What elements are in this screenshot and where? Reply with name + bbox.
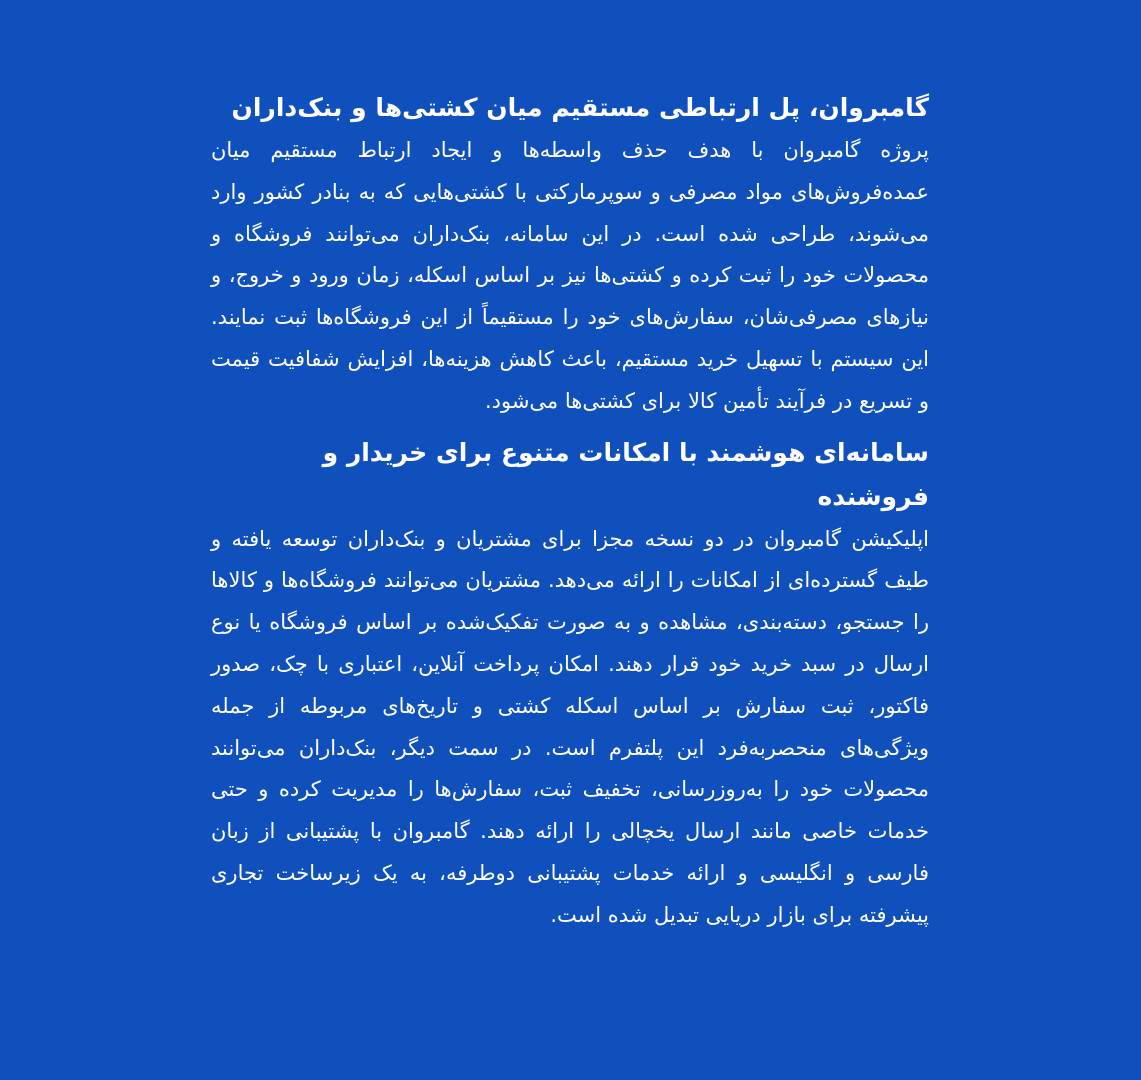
section-title: سامانه‌ای هوشمند با امکانات متنوع برای خریدار و فروشنده	[322, 437, 929, 511]
section-intro	[211, 86, 929, 423]
section-features	[211, 431, 929, 937]
section-paragraph: اپلیکیشن گامبروان در دو نسخه مجزا برای مشتریان و بنک‌داران توسعه یافته و طیف گسترده‌ای از امکانات را ارائه می‌دهد. مشتریان می‌توانند فروشگاه‌ها و کالاها را جستجو، دسته‌بندی، مشاهده و به صورت تفکیک‌شده بر اساس فروشگاه یا نوع ارسال در سبد خرید خود قرار دهند. امکان پرداخت آنلاین، اعتباری با چک، صدور فاکتور، ثبت سفارش بر اساس اسکله کشتی و تاریخ‌های مربوطه از جمله ویژگی‌های منحصربه‌فرد این پلتفرم است. در سمت دیگر، بنک‌داران می‌توانند محصولات خود را به‌روزرسانی، تخفیف ثبت، سفارش‌ها را مدیریت کرده و حتی خدمات خاصی مانند ارسال یخچالی را ارائه دهند. گامبروان با پشتیبانی از زبان فارسی و انگلیسی و ارائه خدمات پشتیبانی دوطرفه، به یک زیرساخت تجاری پیشرفته برای بازار دریایی تبدیل شده است.	[211, 526, 929, 927]
section-title: گامبروان، پل ارتباطی مستقیم میان کشتی‌ها و بنک‌داران	[231, 93, 929, 122]
article-content	[211, 86, 929, 937]
section-paragraph: پروژه گامبروان با هدف حذف واسطه‌ها و ایجاد ارتباط مستقیم میان عمده‌فروش‌های مواد مصرفی و سوپرمارکتی با کشتی‌هایی که به بنادر کشور وارد می‌شوند، طراحی شده است. در این سامانه، بنک‌داران می‌توانند فروشگاه و محصولات خود را ثبت کرده و کشتی‌ها نیز بر اساس اسکله، زمان ورود و خروج، و نیازهای مصرفی‌شان، سفارش‌های خود را مستقیماً از این فروشگاه‌ها ثبت نمایند. این سیستم با تسهیل خرید مستقیم، باعث کاهش هزینه‌ها، افزایش شفافیت قیمت و تسریع در فرآیند تأمین کالا برای کشتی‌ها می‌شود.	[211, 138, 929, 413]
